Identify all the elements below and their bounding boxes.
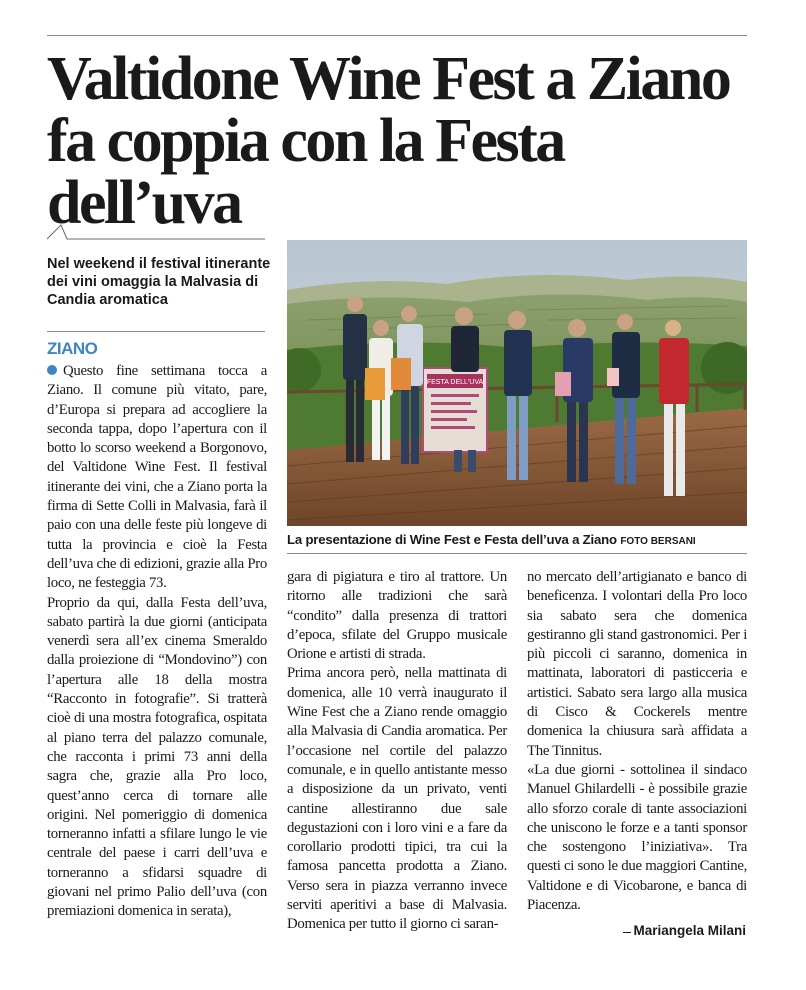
paragraph <box>47 362 267 594</box>
photo-image <box>287 240 747 526</box>
headline-line-1: Valtidone Wine Fest a Ziano <box>47 45 730 113</box>
paragraph: Proprio da qui, dalla Festa dell’uva, sabato partirà la due giorni (anticipata venerdì sera all’ex cinema Smeraldo dalla proiezione di “Mondovino”) con l’apertura alle 18 della mostra “Racconto in fotografie”. Si tratterà cioè di una mostra fotografica, ospitata al piano terra del palazzo comunale, che racconta i primi 73 anni della sagra che, grazie alla Pro loco, quest’anno cerca di tornare alle origini. Nel pomeriggio di domenica torneranno infatti a sfilare lungo le vie centrale del paese i carri dell’uva e torneranno a sfidarsi squadre di giovani nel primo Palio dell’uva (con premiazioni domenica in serata), <box>47 594 267 920</box>
article-column-3 <box>527 568 747 915</box>
subheadline-rule <box>47 331 265 332</box>
section-marker-line <box>47 222 265 240</box>
article-column-1 <box>47 362 267 922</box>
photo-caption <box>287 531 757 551</box>
paragraph-text: Questo fine settimana tocca a Ziano. Il comune più vitato, pare, d’Europa si prepara ad accogliere la seconda tappa, dopo l’apertura con il botto lo scorso weekend a Borgonovo, del Valtidone Wine Fest. Il festival itinerante dei vini, che a Ziano porta la firma di Sette Colli in Malvasia, farà il paio con una delle feste più longeve di tutta la provincia e cioè la Festa dell’uva che di edizioni, grazie alla Pro loco, ne festeggia 73. <box>47 363 267 592</box>
photo-credit: FOTO BERSANI <box>620 536 696 547</box>
paragraph: gara di pigiatura e tiro al trattore. Un ritorno alle tradizioni che sarà “condito” dalla presenza di trattori d’epoca, sfilate del Gruppo musicale Orione e artisti di strada. <box>287 569 507 663</box>
poster-title: FESTA DELL'UVA <box>426 379 484 386</box>
author-name: Mariangela Milani <box>633 923 746 938</box>
top-rule <box>47 35 747 36</box>
subheadline: Nel weekend il festival itinerante dei vini omaggia la Malvasia di Candia aromatica <box>47 256 271 308</box>
headline <box>47 45 767 237</box>
caption-rule <box>287 553 747 554</box>
paragraph: no mercato dell’artigianato e banco di beneficenza. I volontari della Pro loco sia sabato sera che domenica gestiranno gli stand gastronomici. Per i più piccoli ci saranno, domenica in mattinata, laboratori di pasticceria e artistici. Sabato sera largo alla musica di Cisco & Cockerels mentre domenica la chiusura sarà affidata a The Tinnitus. <box>527 569 747 759</box>
bullet-icon <box>47 365 57 375</box>
article-column-2 <box>287 568 507 935</box>
paragraph: «La due giorni - sottolinea il sindaco Manuel Ghilardelli - è possibile grazie allo sforzo corale di tante associazioni che uniscono le forze e a tanti sponsor che sostengono l’iniziativa». Tra questi ci sono le due maggiori Cantine, Valtidone e di Vicobarone, e banca di Piacenza. <box>527 761 747 914</box>
article-photo <box>287 240 747 526</box>
byline <box>623 922 746 940</box>
location-label: ZIANO <box>47 339 98 358</box>
photo-caption-text: La presentazione di Wine Fest e Festa dell’uva a Ziano <box>287 532 617 547</box>
headline-line-2: fa coppia con la Festa dell’uva <box>47 107 564 237</box>
byline-dash <box>623 932 631 933</box>
paragraph: Prima ancora però, nella mattinata di domenica, alle 10 verrà inaugurato il Wine Fest che a Ziano rende omaggio alla Malvasia di Candia aromatica. Per l’occasione nel cortile del palazzo comunale, e in quello antistante messo a disposizione da un privato, venti cantine allestiranno due sale degustazioni con i loro vini e a fare da corollario prodotti tipici, tra cui la famosa pancetta prodotta a Ziano. Verso sera in piazza verranno invece serviti aperitivi a base di Malvasia. Domenica per tutto il giorno ci saran- <box>287 665 507 933</box>
